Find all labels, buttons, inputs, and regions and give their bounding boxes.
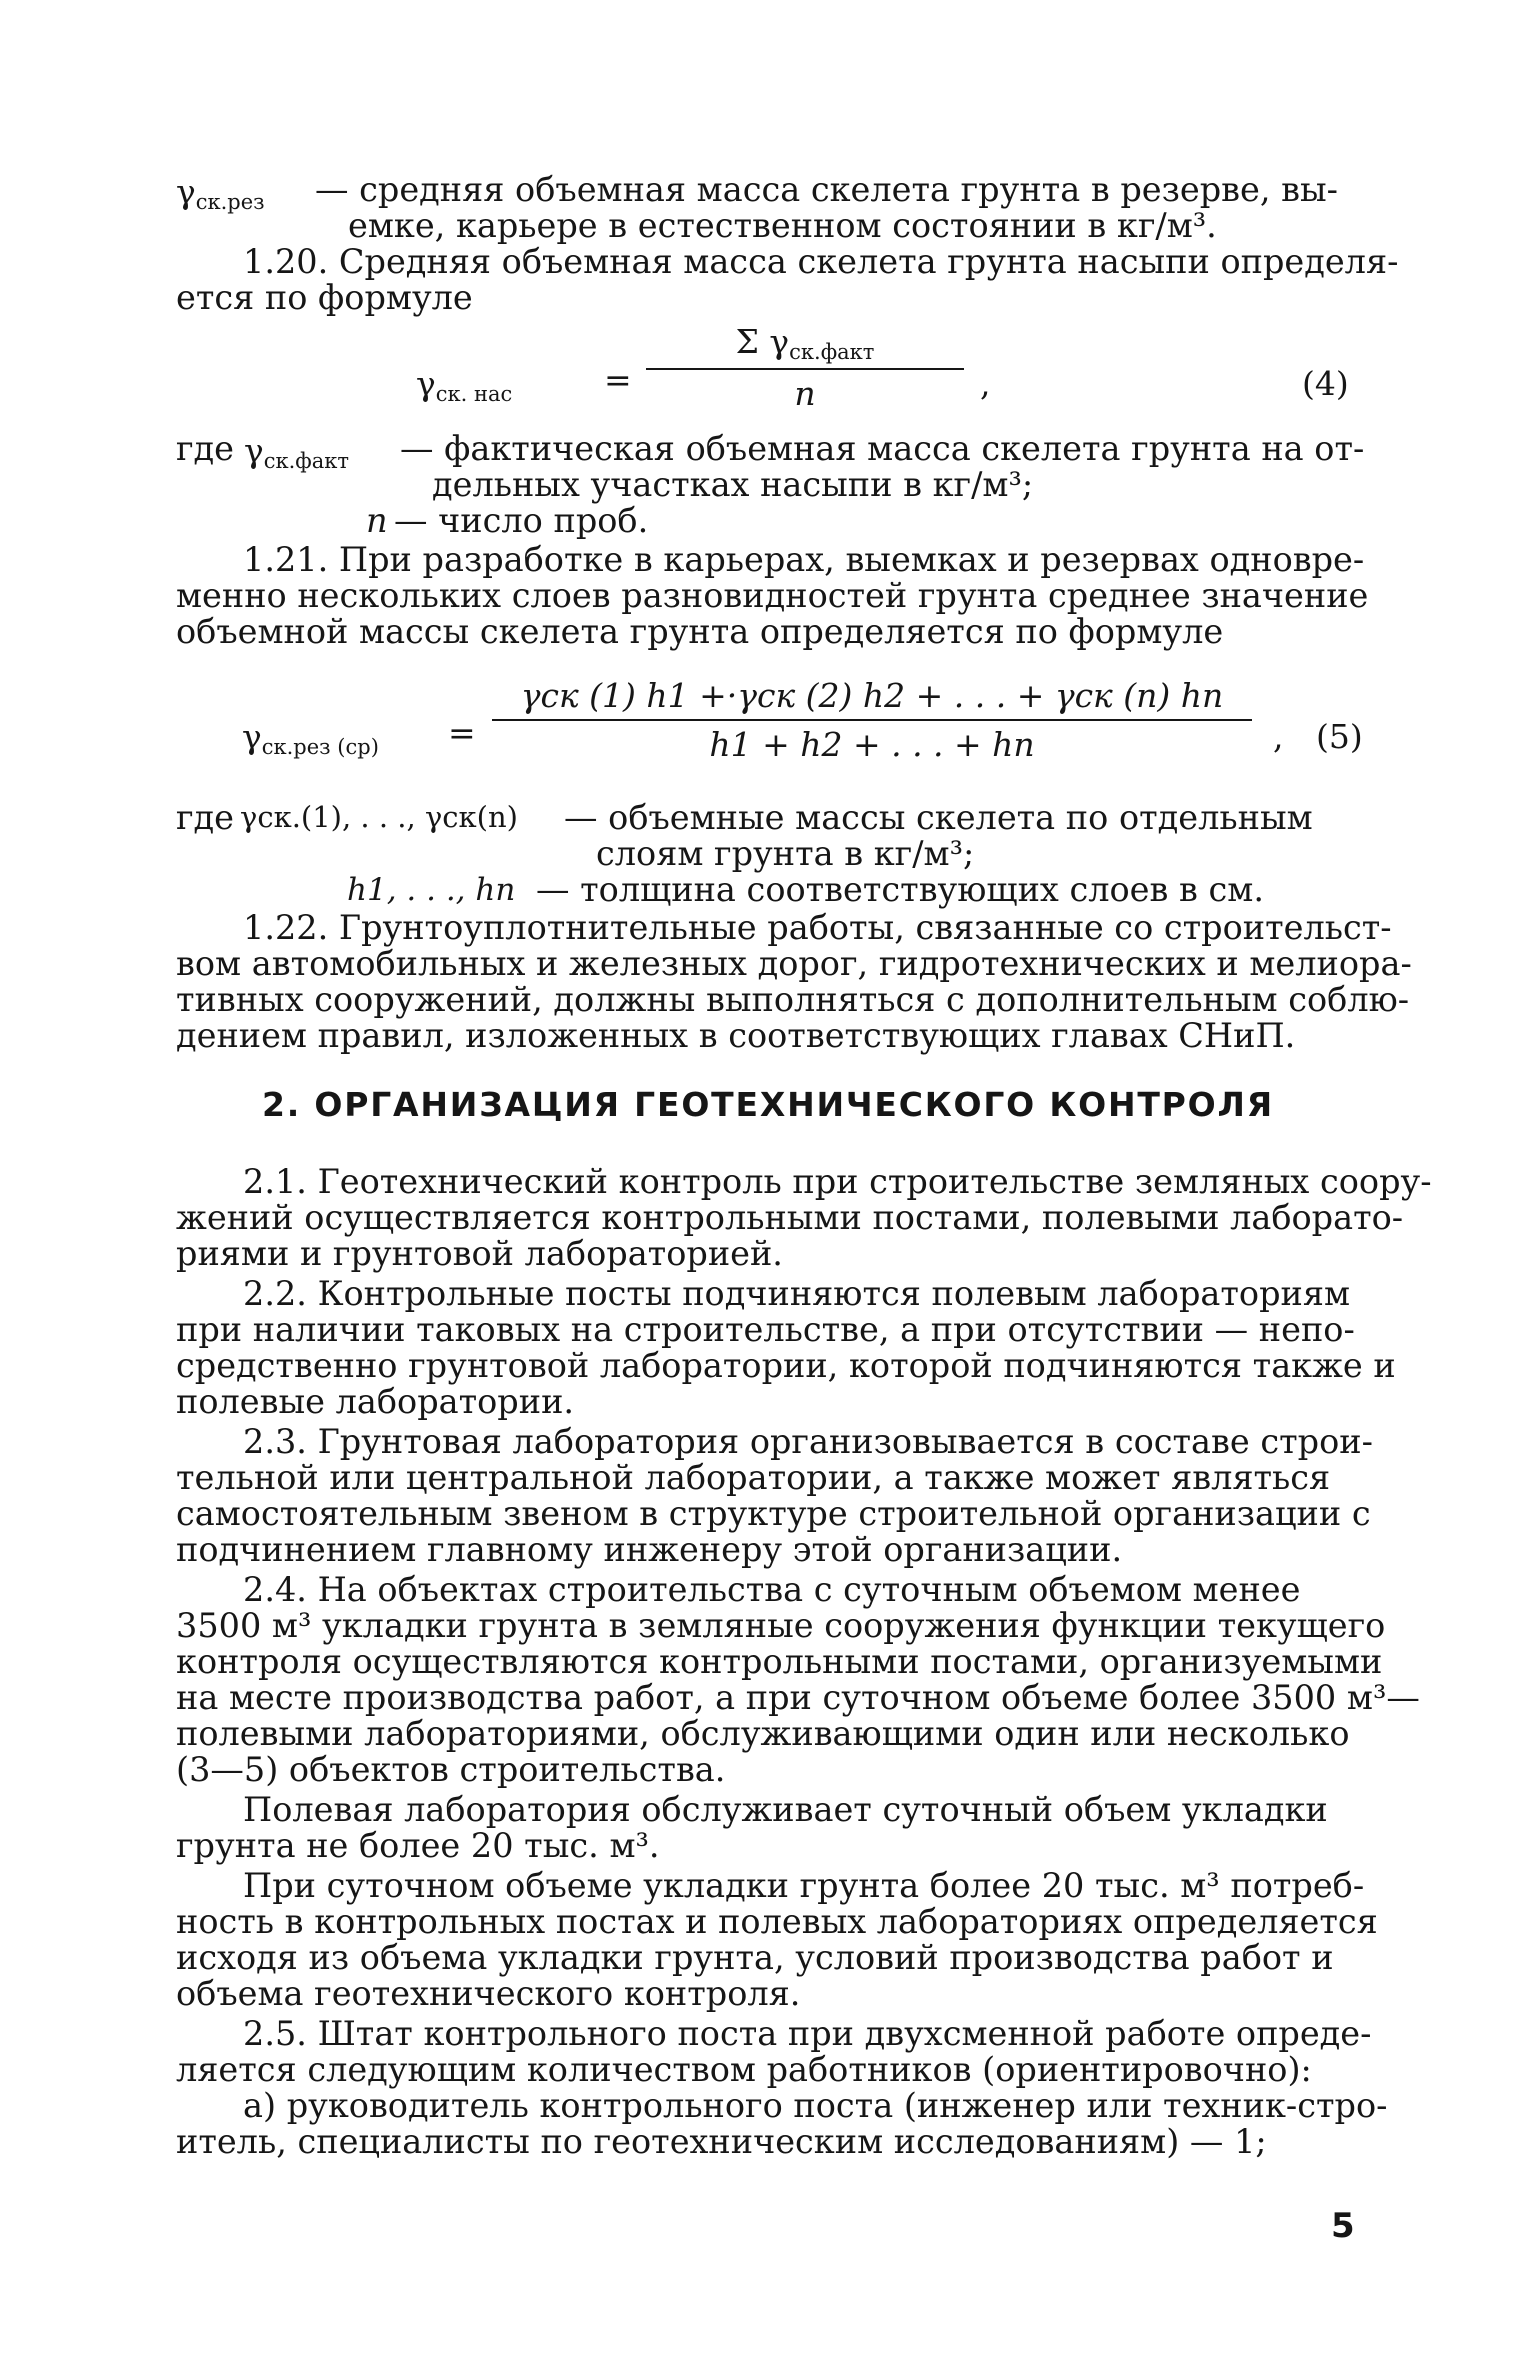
paragraph-1-22-line-3: тивных сооружений, должны выполняться с дополнительным соблю- (176, 980, 1410, 1019)
formula-4-denominator: n (794, 374, 816, 413)
formula-5-fraction (492, 676, 1252, 764)
where-4-term: $\gamma_{ск.факт}$ (244, 431, 349, 473)
paragraph-2-4-line-5: полевыми лабораториями, обслуживающими один или несколько (176, 1714, 1350, 1753)
paragraph-2-1-line-2: жений осуществляется контрольными постами, полевыми лаборато- (176, 1198, 1404, 1237)
item-a-line-2: итель, специалисты по геотехническим исследованиям) — 1; (176, 2122, 1267, 2161)
section-2-heading: 2. ОРГАНИЗАЦИЯ ГЕОТЕХНИЧЕСКОГО КОНТРОЛЯ (262, 1085, 1274, 1124)
formula-5-equals: = (448, 713, 476, 752)
paragraph-2-4-line-1: 2.4. На объектах строительства с суточным объемом менее (243, 1570, 1301, 1609)
formula-4-lhs: $\gamma_{ск. нас}$ (416, 364, 513, 406)
paragraph-field-lab-line-2: грунта не более 20 тыс. м³. (176, 1826, 660, 1865)
page-number: 5 (1331, 2206, 1355, 2246)
gamma-res-def-line-1: — средняя объемная масса скелета грунта в резерве, вы- (315, 170, 1338, 209)
formula-5-fraction-bar (492, 719, 1252, 721)
paragraph-1-22-line-2: вом автомобильных и железных дорог, гидротехнических и мелиора- (176, 944, 1412, 983)
paragraph-1-22-line-1: 1.22. Грунтоуплотнительные работы, связанные со строительст- (243, 908, 1392, 947)
gamma-res-term: $\gamma_{ск.рез}$ (176, 172, 265, 214)
paragraph-need-line-4: объема геотехнического контроля. (176, 1974, 801, 2013)
paragraph-2-3-line-3: самостоятельным звеном в структуре строительной организации с (176, 1494, 1371, 1533)
paragraph-need-line-3: исходя из объема укладки грунта, условий производства работ и (176, 1938, 1334, 1977)
paragraph-2-2-line-1: 2.2. Контрольные посты подчиняются полевым лабораториям (243, 1274, 1351, 1313)
paragraph-1-20-line-2: ется по формуле (176, 278, 473, 317)
where-4-n-def: — число проб. (394, 501, 649, 540)
paragraph-need-line-2: ность в контрольных постах и полевых лабораториях определяется (176, 1902, 1378, 1941)
gamma-res-def-line-2: емке, карьере в естественном состоянии в кг/м³. (348, 206, 1217, 245)
formula-5-denominator: h1 + h2 + . . . + hn (709, 725, 1035, 764)
where-4-label: где (176, 429, 235, 468)
paragraph-2-4-line-6: (3—5) объектов строительства. (176, 1750, 726, 1789)
paragraph-2-4-line-3: контроля осуществляются контрольными постами, организуемыми (176, 1642, 1383, 1681)
formula-5-numerator: γск (1) h1 +·γск (2) h2 + . . . + γск (n) hn (520, 676, 1224, 715)
formula-4-fraction-bar (646, 368, 964, 370)
where-5-def-line-1: — объемные массы скелета по отдельным (564, 798, 1313, 837)
paragraph-2-2-line-3: средственно грунтовой лаборатории, которой подчиняются также и (176, 1346, 1396, 1385)
paragraph-2-3-line-1: 2.3. Грунтовая лаборатория организовывается в составе строи- (243, 1422, 1373, 1461)
where-5-h-def: — толщина соответствующих слоев в см. (536, 870, 1264, 909)
item-a-line-1: а) руководитель контрольного поста (инженер или техник-стро- (243, 2086, 1388, 2125)
where-5-h-terms: h1, . . ., hn (347, 872, 516, 908)
where-4-def-line-2: дельных участках насыпи в кг/м³; (432, 465, 1034, 504)
paragraph-2-1-line-1: 2.1. Геотехнический контроль при строительстве земляных соору- (243, 1162, 1432, 1201)
formula-5-comma: , (1273, 717, 1284, 756)
paragraph-1-21-line-1: 1.21. При разработке в карьерах, выемках и резервах одновре- (243, 540, 1365, 579)
where-4-n-term: n (366, 501, 388, 540)
formula-4-comma: , (980, 364, 991, 403)
paragraph-2-4-line-4: на месте производства работ, а при суточном объеме более 3500 м³— (176, 1678, 1420, 1717)
paragraph-need-line-1: При суточном объеме укладки грунта более 20 тыс. м³ потреб- (243, 1866, 1365, 1905)
formula-4-fraction (646, 322, 964, 413)
paragraph-field-lab-line-1: Полевая лаборатория обслуживает суточный объем укладки (243, 1790, 1328, 1829)
paragraph-2-4-line-2: 3500 м³ укладки грунта в земляные сооружения функции текущего (176, 1606, 1386, 1645)
paragraph-1-21-line-2: менно нескольких слоев разновидностей грунта среднее значение (176, 576, 1369, 615)
formula-4-number: (4) (1302, 364, 1349, 403)
formula-5-number: (5) (1316, 717, 1363, 756)
formula-5-lhs: $\gamma_{ск.рез (ср)}$ (242, 717, 379, 759)
paragraph-2-3-line-2: тельной или центральной лаборатории, а также может являться (176, 1458, 1331, 1497)
paragraph-2-2-line-4: полевые лаборатории. (176, 1382, 575, 1421)
paragraph-2-3-line-4: подчинением главному инженеру этой организации. (176, 1530, 1123, 1569)
where-5-def-line-2: слоям грунта в кг/м³; (596, 834, 975, 873)
paragraph-2-5-line-2: ляется следующим количеством работников (ориентировочно): (176, 2050, 1312, 2089)
where-5-terms: γск.(1), . . ., γск(n) (240, 800, 518, 834)
paragraph-2-2-line-2: при наличии таковых на строительстве, а при отсутствии — непо- (176, 1310, 1355, 1349)
paragraph-1-20-line-1: 1.20. Средняя объемная масса скелета грунта насыпи определя- (243, 242, 1399, 281)
paragraph-2-5-line-1: 2.5. Штат контрольного поста при двухсменной работе опреде- (243, 2014, 1372, 2053)
paragraph-1-21-line-3: объемной массы скелета грунта определяется по формуле (176, 612, 1224, 651)
where-5-label: где (176, 798, 235, 837)
formula-4-numerator: Σ $\gamma_{ск.факт}$ (735, 322, 875, 364)
where-4-def-line-1: — фактическая объемная масса скелета грунта на от- (400, 429, 1365, 468)
formula-4-equals: = (604, 360, 632, 399)
paragraph-2-1-line-3: риями и грунтовой лабораторией. (176, 1234, 783, 1273)
paragraph-1-22-line-4: дением правил, изложенных в соответствующих главах СНиП. (176, 1016, 1296, 1055)
